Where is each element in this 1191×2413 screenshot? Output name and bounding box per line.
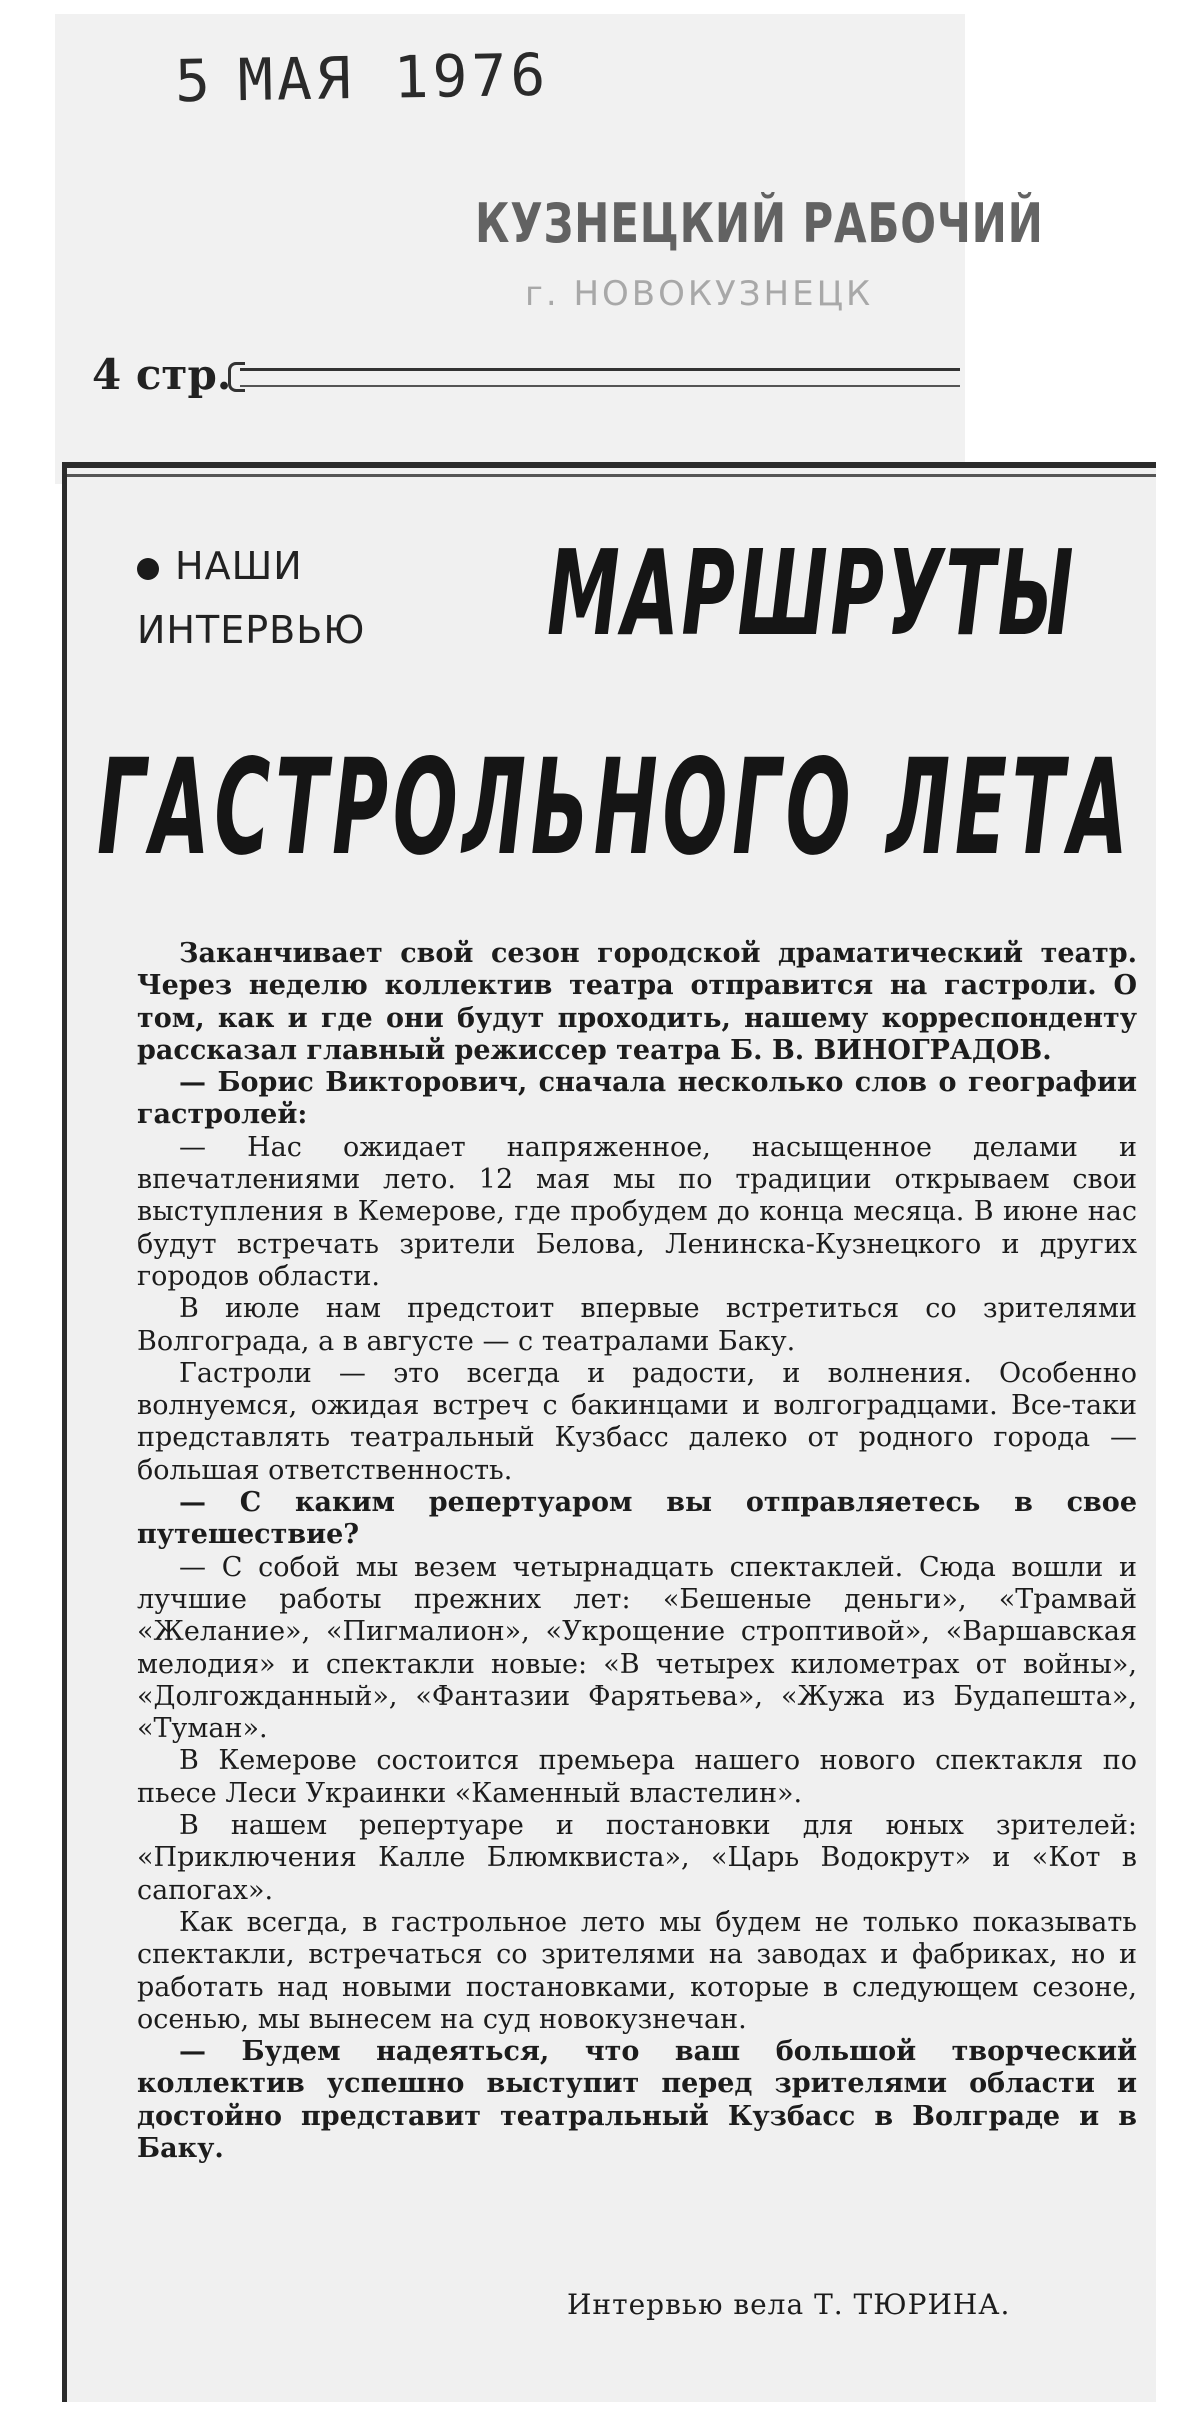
question-paragraph: — С каким репертуаром вы отправляетесь в свое путешествие?: [137, 1487, 1137, 1551]
article-body: [137, 938, 1137, 2165]
headline-line-1: МАРШРУТЫ: [547, 524, 1076, 662]
stamp-city: г. НОВОКУЗНЕЦК: [525, 274, 874, 314]
question-paragraph: — Борис Викторович, сначала несколько слов о географии гастролей:: [137, 1067, 1137, 1131]
bullet-icon: [137, 558, 159, 580]
stamp-newspaper-name: КУЗНЕЦКИЙ РАБОЧИЙ: [475, 192, 1044, 255]
stamp-month-year: МАЯ 1976: [237, 40, 550, 115]
rubric-line-2: ИНТЕРВЬЮ: [137, 608, 366, 652]
stamp-clipping: [55, 14, 1044, 484]
answer-paragraph: Как всегда, в гастрольное лето мы будем не только показывать спектакли, встречаться со зрителями на заводах и фабриках, но и работать над новыми постановками, которые в следующем сезоне, осенью, мы вынесем на суд новокузнечан.: [137, 1906, 1137, 2035]
rubric-line-1: НАШИ: [175, 544, 303, 588]
answer-paragraph: — Нас ожидает напряженное, насыщенное делами и впечатлениями лето. 12 мая мы по традиции открываем свои выступления в Кемерове, где пробудем до конца месяца. В июне нас будут встречать зрители Белова, Ленинска-Кузнецкого и других городов области.: [137, 1131, 1137, 1292]
answer-paragraph: В июле нам предстоит впервые встретиться со зрителями Волгограда, а в августе — с театралами Баку.: [137, 1293, 1137, 1357]
answer-paragraph: Гастроли — это всегда и радости, и волнения. Особенно волнуемся, ожидая встреч с бакинцами и волгоградцами. Все-таки представлять театральный Кузбасс далеко от родного города — большая ответственность.: [137, 1357, 1137, 1486]
answer-paragraph: В нашем репертуаре и постановки для юных зрителей: «Приключения Калле Блюмквиста», «Царь Водокрут» и «Кот в сапогах».: [137, 1810, 1137, 1906]
answer-paragraph: — С собой мы везем четырнадцать спектаклей. Сюда вошли и лучшие работы прежних лет: «Бешеные деньги», «Трамвай «Желание», «Пигмалион», «Укрощение строптивой», «Варшавская мелодия» и спектакли новые: «В четырех километрах от войны», «Долгожданный», «Фантазии Фарятьева», «Жужа из Будапешта», «Туман».: [137, 1551, 1137, 1745]
page-number: 4 стр.: [92, 350, 232, 399]
headline-line-2: ГАСТРОЛЬНОГО ЛЕТА: [97, 731, 1133, 885]
stamp-date: [174, 41, 549, 116]
lead-paragraph: Заканчивает свой сезон городской драматический театр. Через неделю коллектив театра отправится на гастроли. О том, как и где они будут проходить, нашему корреспонденту рассказал главный режиссер театра Б. В. ВИНОГРАДОВ.: [137, 938, 1137, 1066]
page-rule: [240, 368, 960, 387]
rubric: [137, 534, 365, 662]
answer-paragraph: В Кемерове состоится премьера нашего нового спектакля по пьесе Леси Украинки «Каменный властелин».: [137, 1745, 1137, 1809]
stamp-day: 5: [174, 46, 215, 116]
closing-paragraph: — Будем надеяться, что ваш большой творческий коллектив успешно выступит перед зрителями области и достойно представит театральный Кузбасс в Волграде и в Баку.: [137, 2036, 1137, 2164]
article-clipping: [62, 462, 1156, 2402]
byline: Интервью вела Т. ТЮРИНА.: [567, 2288, 1011, 2321]
